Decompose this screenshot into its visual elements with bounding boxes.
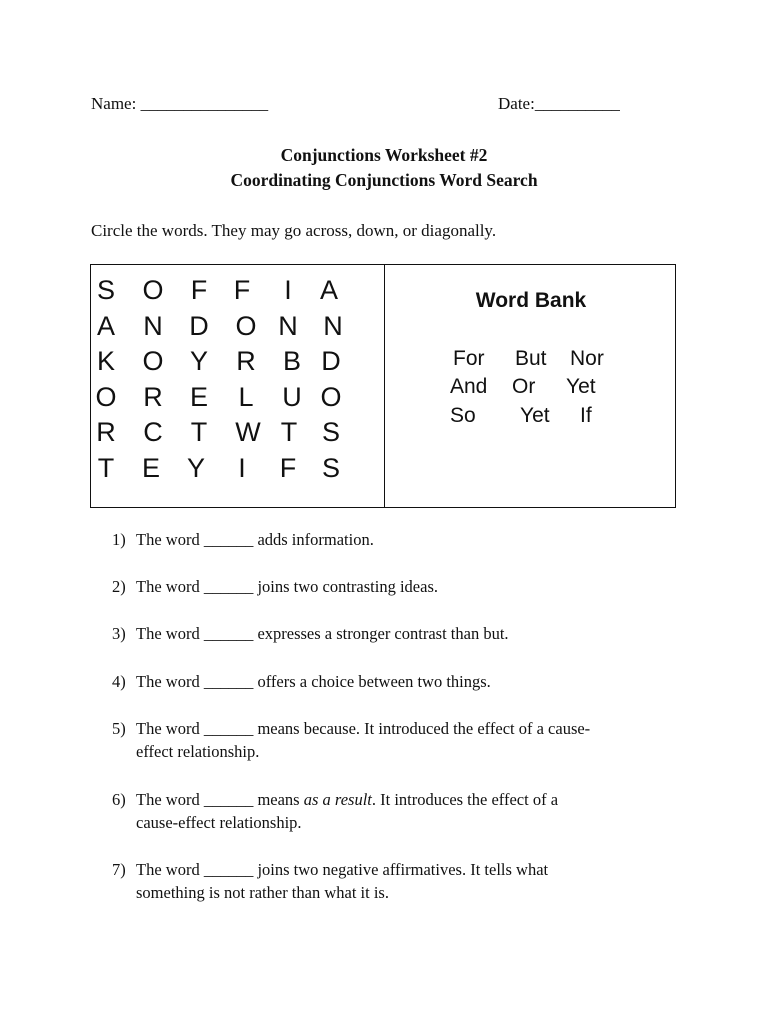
grid-letter[interactable]: T — [97, 453, 115, 483]
grid-letter[interactable]: S — [96, 275, 115, 305]
word-bank-word: Or — [512, 375, 536, 398]
grid-letter[interactable]: S — [321, 453, 340, 483]
grid-letter[interactable]: D — [189, 311, 209, 341]
grid-letter[interactable]: I — [284, 275, 292, 305]
grid-letter[interactable]: C — [143, 417, 163, 447]
question-text-post: . It introduces the effect of a — [371, 790, 559, 809]
grid-letter[interactable]: N — [323, 311, 343, 341]
grid-letter[interactable]: I — [238, 453, 246, 483]
question-text: The word ______ joins two contrasting ideas. — [136, 577, 438, 596]
question-number: 4) — [112, 672, 126, 691]
question-number: 1) — [112, 530, 126, 549]
question-number: 2) — [112, 577, 126, 596]
question-text-line1: The word ______ means because. It introduced the effect of a cause- — [136, 719, 591, 738]
grid-letter[interactable]: S — [321, 417, 340, 447]
grid-letter[interactable]: R — [236, 346, 256, 376]
question-number: 5) — [112, 719, 126, 738]
grid-letter[interactable]: N — [143, 311, 163, 341]
question-text-line1 — [136, 788, 676, 811]
name-field[interactable]: Name: _______________ — [91, 94, 269, 113]
grid-letter[interactable]: E — [141, 453, 160, 483]
question-text-line2: cause-effect relationship. — [136, 813, 302, 832]
grid-letter[interactable]: W — [235, 417, 261, 447]
grid-letter[interactable]: N — [278, 311, 298, 341]
word-bank-word: For — [453, 347, 485, 370]
worksheet-title: Conjunctions Worksheet #2 — [280, 145, 488, 165]
grid-letter[interactable]: E — [189, 382, 208, 412]
grid-letter[interactable]: Y — [186, 453, 205, 483]
question-number: 7) — [112, 860, 126, 879]
grid-letter[interactable]: R — [96, 417, 116, 447]
grid-letter[interactable]: B — [282, 346, 301, 376]
grid-letter[interactable]: U — [282, 382, 302, 412]
grid-letter[interactable]: D — [321, 346, 341, 376]
word-bank-word: Nor — [570, 347, 604, 370]
grid-letter[interactable]: F — [279, 453, 297, 483]
word-bank-word: Yet — [566, 375, 596, 398]
question-text-line2: something is not rather than what it is. — [136, 883, 389, 902]
question-text-emphasis: as a result — [303, 790, 372, 809]
grid-letter[interactable]: O — [142, 346, 164, 376]
question-text-line1: The word ______ joins two negative affirmatives. It tells what — [136, 860, 549, 879]
grid-letter[interactable]: F — [190, 275, 208, 305]
grid-letter[interactable]: L — [238, 382, 254, 412]
date-field[interactable]: Date:__________ — [498, 94, 620, 113]
grid-letter[interactable]: K — [96, 346, 115, 376]
grid-letter[interactable]: R — [143, 382, 163, 412]
question-text: The word ______ expresses a stronger contrast than but. — [136, 624, 509, 643]
word-bank-word: Yet — [520, 404, 550, 427]
word-bank-word: And — [450, 375, 488, 398]
grid-letter[interactable]: T — [190, 417, 208, 447]
grid-letter[interactable]: A — [96, 311, 115, 341]
question-text-line2: effect relationship. — [136, 742, 260, 761]
word-bank-word: So — [450, 404, 476, 427]
grid-letter[interactable]: O — [235, 311, 257, 341]
question-text: The word ______ offers a choice between two things. — [136, 672, 491, 691]
question-number: 6) — [112, 790, 126, 809]
grid-letter[interactable]: O — [142, 275, 164, 305]
word-bank-word: But — [515, 347, 547, 370]
worksheet-subtitle: Coordinating Conjunctions Word Search — [230, 170, 538, 190]
grid-letter[interactable]: A — [319, 275, 338, 305]
grid-letter[interactable]: F — [233, 275, 251, 305]
word-bank-word: If — [580, 404, 592, 427]
grid-letter[interactable]: T — [280, 417, 298, 447]
grid-letter[interactable]: O — [320, 382, 342, 412]
question-number: 3) — [112, 624, 126, 643]
question-text-pre: The word ______ means — [136, 790, 304, 809]
word-bank-title: Word Bank — [475, 289, 587, 312]
instructions: Circle the words. They may go across, down, or diagonally. — [91, 221, 497, 240]
grid-letter[interactable]: Y — [189, 346, 208, 376]
question-text: The word ______ adds information. — [136, 530, 374, 549]
grid-letter[interactable]: O — [95, 382, 117, 412]
